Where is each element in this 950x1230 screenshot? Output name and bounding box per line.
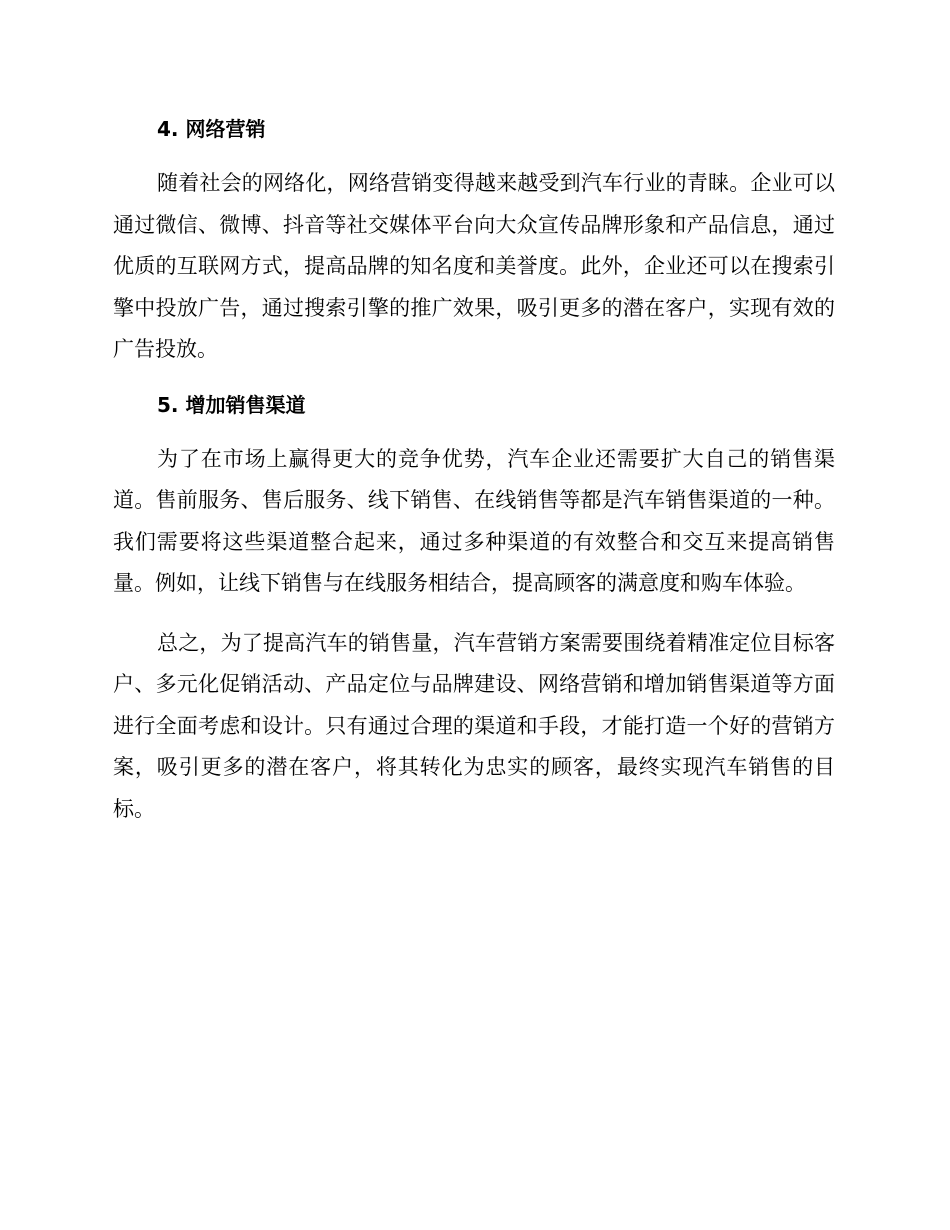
paragraph-sales-channels: 为了在市场上赢得更大的竞争优势，汽车企业还需要扩大自己的销售渠道。售前服务、售后服务、线下销售、在线销售等都是汽车销售渠道的一种。我们需要将这些渠道整合起来，通过多种渠道的有效整合和交互来提高销售量。例如，让线下销售与在线服务相结合，提高顾客的满意度和购车体验。 <box>113 446 835 595</box>
section-heading-sales-channels: 5. 增加销售渠道 <box>157 392 306 417</box>
paragraph-conclusion: 总之，为了提高汽车的销售量，汽车营销方案需要围绕着精准定位目标客户、多元化促销活动、产品定位与品牌建设、网络营销和增加销售渠道等方面进行全面考虑和设计。只有通过合理的渠道和手段，才能打造一个好的营销方案，吸引更多的潜在客户，将其转化为忠实的顾客，最终实现汽车销售的目标。 <box>113 630 835 821</box>
section-heading-network-marketing: 4. 网络营销 <box>157 117 266 141</box>
paragraph-network-marketing: 随着社会的网络化，网络营销变得越来越受到汽车行业的青睐。企业可以通过微信、微博、抖音等社交媒体平台向大众宣传品牌形象和产品信息，通过优质的互联网方式，提高品牌的知名度和美誉度。此外，企业还可以在搜索引擎中投放广告，通过搜索引擎的推广效果，吸引更多的潜在客户，实现有效的广告投放。 <box>113 171 835 361</box>
document-page <box>113 113 835 848</box>
